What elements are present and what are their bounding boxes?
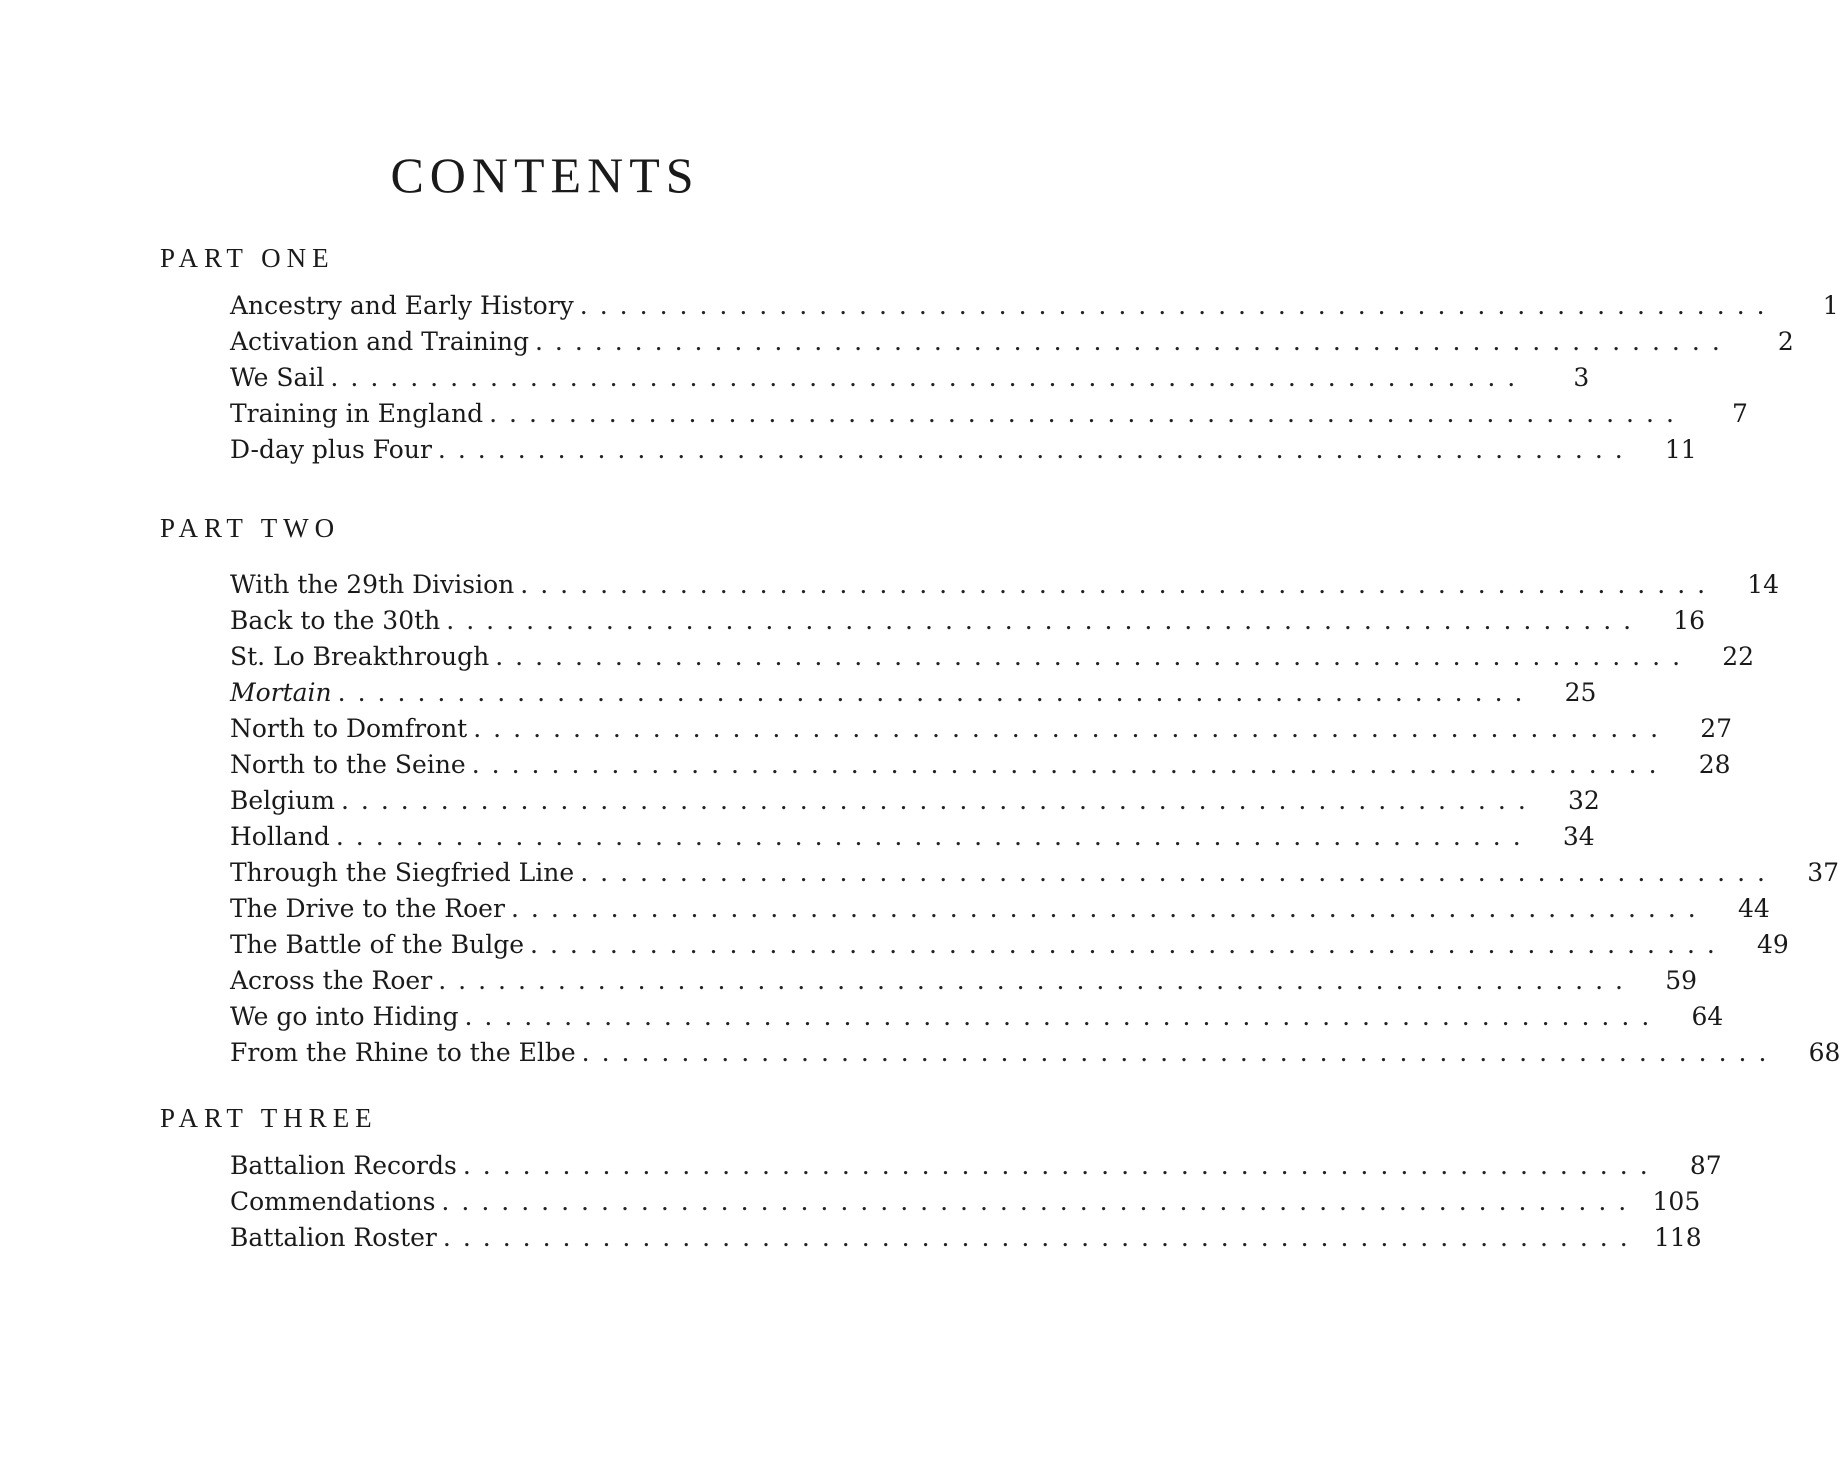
toc-entry[interactable] bbox=[230, 891, 1770, 927]
page-number: 68 bbox=[1808, 1038, 1840, 1067]
toc-entry[interactable] bbox=[230, 747, 1731, 783]
dot-leader: ............................................................ bbox=[330, 363, 1528, 392]
dot-leader: ............................................................ bbox=[520, 570, 1718, 599]
part-two-section bbox=[160, 510, 1840, 1071]
page-number: 44 bbox=[1737, 894, 1770, 923]
entry-title: Activation and Training bbox=[230, 327, 529, 356]
toc-entry[interactable] bbox=[230, 1184, 1701, 1220]
dot-leader: ............................................................ bbox=[489, 399, 1686, 428]
dot-leader: ............................................................ bbox=[580, 858, 1777, 887]
entry-title: The Battle of the Bulge bbox=[230, 930, 525, 959]
page-number: 64 bbox=[1691, 1002, 1724, 1031]
page-number: 49 bbox=[1757, 930, 1789, 959]
toc-entry[interactable] bbox=[230, 927, 1789, 963]
entry-title: Belgium bbox=[230, 786, 335, 815]
toc-entry[interactable] bbox=[230, 1035, 1840, 1071]
entry-title: The Drive to the Roer bbox=[230, 894, 505, 923]
dot-leader: ............................................................ bbox=[579, 291, 1777, 320]
dot-leader: ............................................................ bbox=[438, 966, 1635, 995]
page-number: 25 bbox=[1564, 678, 1597, 707]
toc-entry[interactable] bbox=[230, 675, 1597, 711]
entry-title: Back to the 30th bbox=[230, 606, 441, 635]
dot-leader: ............................................................ bbox=[337, 678, 1535, 707]
part-heading: PART ONE bbox=[160, 243, 335, 273]
page-number: 37 bbox=[1807, 858, 1839, 887]
page-title: CONTENTS bbox=[390, 147, 700, 203]
page-number: 16 bbox=[1673, 606, 1706, 635]
toc-entry[interactable] bbox=[230, 324, 1794, 360]
page-number: 118 bbox=[1653, 1223, 1702, 1252]
part-heading: PART THREE bbox=[160, 1103, 378, 1133]
dot-leader: ............................................................ bbox=[462, 1151, 1660, 1180]
dot-leader: ............................................................ bbox=[340, 786, 1538, 815]
toc-entry[interactable] bbox=[230, 711, 1733, 747]
page-number: 2 bbox=[1777, 327, 1794, 356]
dot-leader: ............................................................ bbox=[530, 930, 1727, 959]
toc-entry[interactable] bbox=[230, 603, 1706, 639]
part-three-section bbox=[160, 1100, 1722, 1256]
entry-title: Battalion Records bbox=[230, 1151, 457, 1180]
dot-leader: ............................................................ bbox=[581, 1038, 1779, 1067]
toc-list bbox=[230, 288, 1839, 468]
page-number: 27 bbox=[1700, 714, 1733, 743]
dot-leader: ............................................................ bbox=[437, 435, 1635, 464]
toc-entry[interactable] bbox=[230, 1148, 1722, 1184]
page-number: 105 bbox=[1652, 1187, 1701, 1216]
page-number: 59 bbox=[1665, 966, 1697, 995]
page-number: 1 bbox=[1822, 291, 1839, 320]
dot-leader: ............................................................ bbox=[335, 822, 1533, 851]
entry-title: From the Rhine to the Elbe bbox=[230, 1038, 576, 1067]
entry-title: Mortain bbox=[230, 678, 332, 707]
page-number: 87 bbox=[1689, 1151, 1722, 1180]
toc-entry[interactable] bbox=[230, 432, 1697, 468]
page-number: 14 bbox=[1747, 570, 1780, 599]
entry-title: Ancestry and Early History bbox=[230, 291, 574, 320]
part-one-section bbox=[160, 240, 1839, 468]
entry-title: We Sail bbox=[230, 363, 325, 392]
toc-entry[interactable] bbox=[230, 855, 1839, 891]
dot-leader: ............................................................ bbox=[534, 327, 1732, 356]
dot-leader: ............................................................ bbox=[473, 714, 1671, 743]
dot-leader: ............................................................ bbox=[446, 606, 1644, 635]
dot-leader: ............................................................ bbox=[495, 642, 1693, 671]
page-number: 3 bbox=[1573, 363, 1590, 392]
entry-title: D-day plus Four bbox=[230, 435, 432, 464]
toc-list bbox=[230, 567, 1840, 1071]
toc-entry[interactable] bbox=[230, 288, 1839, 324]
entry-title: Through the Siegfried Line bbox=[230, 858, 575, 887]
entry-title: Battalion Roster bbox=[230, 1223, 437, 1252]
page-number: 28 bbox=[1698, 750, 1731, 779]
page-number: 22 bbox=[1722, 642, 1755, 671]
page-number: 34 bbox=[1562, 822, 1595, 851]
toc-entry[interactable] bbox=[230, 567, 1780, 603]
entry-title: We go into Hiding bbox=[230, 1002, 459, 1031]
dot-leader: ............................................................ bbox=[441, 1187, 1639, 1216]
toc-entry[interactable] bbox=[230, 396, 1748, 432]
toc-entry[interactable] bbox=[230, 999, 1724, 1035]
page-number: 11 bbox=[1664, 435, 1697, 464]
entry-title: Commendations bbox=[230, 1187, 436, 1216]
entry-title: Training in England bbox=[230, 399, 484, 428]
toc-entry[interactable] bbox=[230, 360, 1590, 396]
dot-leader: ............................................................ bbox=[471, 750, 1669, 779]
entry-title: North to the Seine bbox=[230, 750, 466, 779]
toc-entry[interactable] bbox=[230, 1220, 1702, 1256]
entry-title: St. Lo Breakthrough bbox=[230, 642, 490, 671]
entry-title: North to Domfront bbox=[230, 714, 468, 743]
part-heading: PART TWO bbox=[160, 513, 341, 543]
toc-entry[interactable] bbox=[230, 783, 1600, 819]
page-number: 32 bbox=[1567, 786, 1600, 815]
entry-title: With the 29th Division bbox=[230, 570, 515, 599]
toc-entry[interactable] bbox=[230, 819, 1595, 855]
entry-title: Across the Roer bbox=[230, 966, 433, 995]
page-number: 7 bbox=[1731, 399, 1748, 428]
toc-entry[interactable] bbox=[230, 639, 1755, 675]
toc-entry[interactable] bbox=[230, 963, 1697, 999]
entry-title: Holland bbox=[230, 822, 330, 851]
toc-list bbox=[230, 1148, 1722, 1256]
dot-leader: ............................................................ bbox=[510, 894, 1708, 923]
dot-leader: ............................................................ bbox=[442, 1223, 1640, 1252]
dot-leader: ............................................................ bbox=[464, 1002, 1662, 1031]
